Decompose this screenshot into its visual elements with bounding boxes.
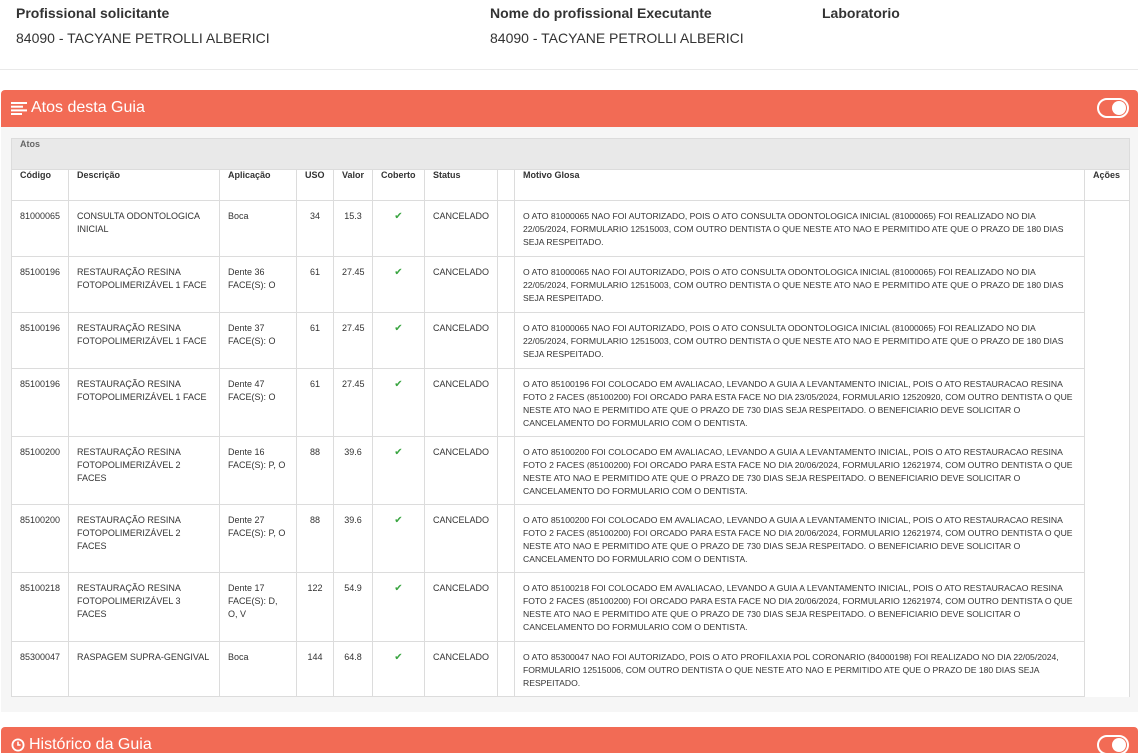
check-icon: ✔ — [373, 201, 425, 257]
cell-uso: 61 — [297, 313, 334, 369]
cell-valor: 27.45 — [334, 313, 373, 369]
table-row — [12, 201, 1130, 257]
cell-motivo: O ATO 81000065 NAO FOI AUTORIZADO, POIS O ATO CONSULTA ODONTOLOGICA INICIAL (81000065) FOI REALIZADO NO DIA 22/05/2024, FORMULARIO 12515003, COM OUTRO DENTISTA O QUE NESTE ATO NAO E PERMITIDO ATE QUE O PRAZO DE 180 DIAS SEJA RESPEITADO. — [515, 313, 1085, 369]
cell-aplicacao: Dente 17 FACE(S): D, O, V — [220, 573, 297, 642]
table-caption: Atos — [12, 139, 1130, 170]
table-row — [12, 505, 1130, 573]
cell-descricao: RESTAURAÇÃO RESINA FOTOPOLIMERIZÁVEL 2 FACES — [69, 505, 220, 573]
laboratorio-block — [822, 5, 900, 21]
atos-panel-header[interactable] — [1, 90, 1138, 127]
cell-uso: 88 — [297, 505, 334, 573]
cell-status: CANCELADO — [425, 642, 498, 697]
solicitante-block — [16, 5, 270, 46]
cell-codigo: 85100196 — [12, 313, 69, 369]
cell-aplicacao: Dente 37 FACE(S): O — [220, 313, 297, 369]
cell-codigo: 85300047 — [12, 642, 69, 697]
cell-codigo: 85100218 — [12, 573, 69, 642]
cell-codigo: 85100200 — [12, 437, 69, 505]
cell-uso: 88 — [297, 437, 334, 505]
list-icon — [11, 102, 27, 115]
table-row — [12, 573, 1130, 642]
cell-aplicacao: Dente 16 FACE(S): P, O — [220, 437, 297, 505]
cell-status: CANCELADO — [425, 437, 498, 505]
cell-descricao: RESTAURAÇÃO RESINA FOTOPOLIMERIZÁVEL 3 FACES — [69, 573, 220, 642]
cell-blank — [498, 313, 515, 369]
table-caption-row — [12, 139, 1130, 170]
cell-uso: 144 — [297, 642, 334, 697]
cell-blank — [498, 257, 515, 313]
cell-status: CANCELADO — [425, 505, 498, 573]
check-icon: ✔ — [373, 573, 425, 642]
laboratorio-label: Laboratorio — [822, 5, 900, 21]
table-row — [12, 642, 1130, 697]
cell-motivo: O ATO 85100218 FOI COLOCADO EM AVALIACAO, LEVANDO A GUIA A LEVANTAMENTO INICIAL, POIS O ATO RESTAURACAO RESINA FOTO 2 FACES (85100200) FOI ORCADO PARA ESTA FACE NO DIA 20/06/2024, FORMULARIO 12621974, COM OUTRO DENTISTA O QUE NESTE ATO NAO E PERMITIDO ATE QUE O PRAZO DE 730 DIAS SEJA RESPEITADO. O BENEFICIARIO DEVE SOLICITAR O CANCELAMENTO DO FORMULARIO COM O DENTISTA. — [515, 573, 1085, 642]
solicitante-label: Profissional solicitante — [16, 5, 170, 21]
cell-valor: 54.9 — [334, 573, 373, 642]
cell-motivo: O ATO 85100200 FOI COLOCADO EM AVALIACAO, LEVANDO A GUIA A LEVANTAMENTO INICIAL, POIS O ATO RESTAURACAO RESINA FOTO 2 FACES (85100200) FOI ORCADO PARA ESTA FACE NO DIA 20/06/2024, FORMULARIO 12621974, COM OUTRO DENTISTA O QUE NESTE ATO NAO E PERMITIDO ATE QUE O PRAZO DE 730 DIAS SEJA RESPEITADO. O BENEFICIARIO DEVE SOLICITAR O CANCELAMENTO DO FORMULARIO COM O DENTISTA. — [515, 437, 1085, 505]
atos-panel-title-wrap — [11, 98, 145, 118]
cell-codigo: 85100196 — [12, 369, 69, 437]
cell-motivo: O ATO 85100196 FOI COLOCADO EM AVALIACAO, LEVANDO A GUIA A LEVANTAMENTO INICIAL, POIS O ATO RESTAURACAO RESINA FOTO 2 FACES (85100200) FOI ORCADO PARA ESTA FACE NO DIA 23/05/2024, FORMULARIO 12520920, COM OUTRO DENTISTA O QUE NESTE ATO NAO E PERMITIDO ATE QUE O PRAZO DE 730 DIAS SEJA RESPEITADO. O BENEFICIARIO DEVE SOLICITAR O CANCELAMENTO DO FORMULARIO COM O DENTISTA. — [515, 369, 1085, 437]
cell-aplicacao: Boca — [220, 642, 297, 697]
col-codigo: Código — [12, 170, 69, 201]
col-valor: Valor — [334, 170, 373, 201]
cell-descricao: RASPAGEM SUPRA-GENGIVAL — [69, 642, 220, 697]
col-descricao: Descrição — [69, 170, 220, 201]
cell-blank — [498, 369, 515, 437]
cell-valor: 39.6 — [334, 505, 373, 573]
col-blank — [498, 170, 515, 201]
cell-uso: 61 — [297, 369, 334, 437]
cell-codigo: 81000065 — [12, 201, 69, 257]
historico-panel-title: Histórico da Guia — [29, 736, 152, 753]
col-acoes: Ações — [1085, 170, 1130, 201]
cell-valor: 64.8 — [334, 642, 373, 697]
cell-valor: 15.3 — [334, 201, 373, 257]
col-coberto: Coberto — [373, 170, 425, 201]
cell-valor: 27.45 — [334, 369, 373, 437]
cell-motivo: O ATO 81000065 NAO FOI AUTORIZADO, POIS O ATO CONSULTA ODONTOLOGICA INICIAL (81000065) FOI REALIZADO NO DIA 22/05/2024, FORMULARIO 12515003, COM OUTRO DENTISTA O QUE NESTE ATO NAO E PERMITIDO ATE QUE O PRAZO DE 180 DIAS SEJA RESPEITADO. — [515, 257, 1085, 313]
table-row — [12, 437, 1130, 505]
cell-uso: 34 — [297, 201, 334, 257]
check-icon: ✔ — [373, 437, 425, 505]
guide-info-header — [0, 0, 1138, 70]
table-row — [12, 257, 1130, 313]
clock-icon — [11, 738, 25, 752]
cell-uso: 122 — [297, 573, 334, 642]
cell-aplicacao: Dente 36 FACE(S): O — [220, 257, 297, 313]
atos-panel-toggle[interactable] — [1097, 98, 1129, 118]
table-row — [12, 369, 1130, 437]
cell-codigo: 85100200 — [12, 505, 69, 573]
cell-descricao: RESTAURAÇÃO RESINA FOTOPOLIMERIZÁVEL 1 FACE — [69, 369, 220, 437]
cell-acoes — [1085, 201, 1130, 697]
cell-motivo: O ATO 81000065 NAO FOI AUTORIZADO, POIS O ATO CONSULTA ODONTOLOGICA INICIAL (81000065) FOI REALIZADO NO DIA 22/05/2024, FORMULARIO 12515003, COM OUTRO DENTISTA O QUE NESTE ATO NAO E PERMITIDO ATE QUE O PRAZO DE 180 DIAS SEJA RESPEITADO. — [515, 201, 1085, 257]
check-icon: ✔ — [373, 257, 425, 313]
col-aplicacao: Aplicação — [220, 170, 297, 201]
historico-panel-header[interactable] — [1, 727, 1138, 753]
cell-uso: 61 — [297, 257, 334, 313]
cell-status: CANCELADO — [425, 313, 498, 369]
cell-blank — [498, 437, 515, 505]
atos-table — [11, 138, 1130, 697]
solicitante-value: 84090 - TACYANE PETROLLI ALBERICI — [16, 30, 270, 46]
cell-blank — [498, 201, 515, 257]
executante-label: Nome do profissional Executante — [490, 5, 712, 21]
historico-panel-title-wrap — [11, 735, 152, 753]
col-status: Status — [425, 170, 498, 201]
cell-aplicacao: Dente 27 FACE(S): P, O — [220, 505, 297, 573]
table-header-row — [12, 170, 1130, 201]
check-icon: ✔ — [373, 369, 425, 437]
table-row — [12, 313, 1130, 369]
cell-descricao: RESTAURAÇÃO RESINA FOTOPOLIMERIZÁVEL 2 FACES — [69, 437, 220, 505]
cell-status: CANCELADO — [425, 573, 498, 642]
cell-descricao: RESTAURAÇÃO RESINA FOTOPOLIMERIZÁVEL 1 FACE — [69, 313, 220, 369]
cell-status: CANCELADO — [425, 201, 498, 257]
cell-motivo: O ATO 85300047 NAO FOI AUTORIZADO, POIS O ATO PROFILAXIA POL CORONARIO (84000198) FOI REALIZADO NO DIA 22/05/2024, FORMULARIO 12515006, COM OUTRO DENTISTA O QUE NESTE ATO NAO E PERMITIDO ATE QUE O PRAZO DE 180 DIAS SEJA RESPEITADO. — [515, 642, 1085, 697]
cell-blank — [498, 505, 515, 573]
cell-valor: 39.6 — [334, 437, 373, 505]
toggle-knob — [1112, 101, 1126, 115]
check-icon: ✔ — [373, 505, 425, 573]
atos-panel-title: Atos desta Guia — [31, 99, 145, 116]
cell-blank — [498, 573, 515, 642]
cell-status: CANCELADO — [425, 257, 498, 313]
cell-descricao: CONSULTA ODONTOLOGICA INICIAL — [69, 201, 220, 257]
cell-descricao: RESTAURAÇÃO RESINA FOTOPOLIMERIZÁVEL 1 FACE — [69, 257, 220, 313]
executante-block — [490, 5, 744, 46]
executante-value: 84090 - TACYANE PETROLLI ALBERICI — [490, 30, 744, 46]
toggle-knob — [1112, 738, 1126, 752]
check-icon: ✔ — [373, 642, 425, 697]
col-uso: USO — [297, 170, 334, 201]
cell-aplicacao: Dente 47 FACE(S): O — [220, 369, 297, 437]
check-icon: ✔ — [373, 313, 425, 369]
historico-panel-toggle[interactable] — [1097, 735, 1129, 753]
cell-codigo: 85100196 — [12, 257, 69, 313]
col-motivo-glosa: Motivo Glosa — [515, 170, 1085, 201]
cell-motivo: O ATO 85100200 FOI COLOCADO EM AVALIACAO, LEVANDO A GUIA A LEVANTAMENTO INICIAL, POIS O ATO RESTAURACAO RESINA FOTO 2 FACES (85100200) FOI ORCADO PARA ESTA FACE NO DIA 20/06/2024, FORMULARIO 12621974, COM OUTRO DENTISTA O QUE NESTE ATO NAO E PERMITIDO ATE QUE O PRAZO DE 730 DIAS SEJA RESPEITADO. O BENEFICIARIO DEVE SOLICITAR O CANCELAMENTO DO FORMULARIO COM O DENTISTA. — [515, 505, 1085, 573]
cell-aplicacao: Boca — [220, 201, 297, 257]
cell-status: CANCELADO — [425, 369, 498, 437]
cell-valor: 27.45 — [334, 257, 373, 313]
cell-blank — [498, 642, 515, 697]
